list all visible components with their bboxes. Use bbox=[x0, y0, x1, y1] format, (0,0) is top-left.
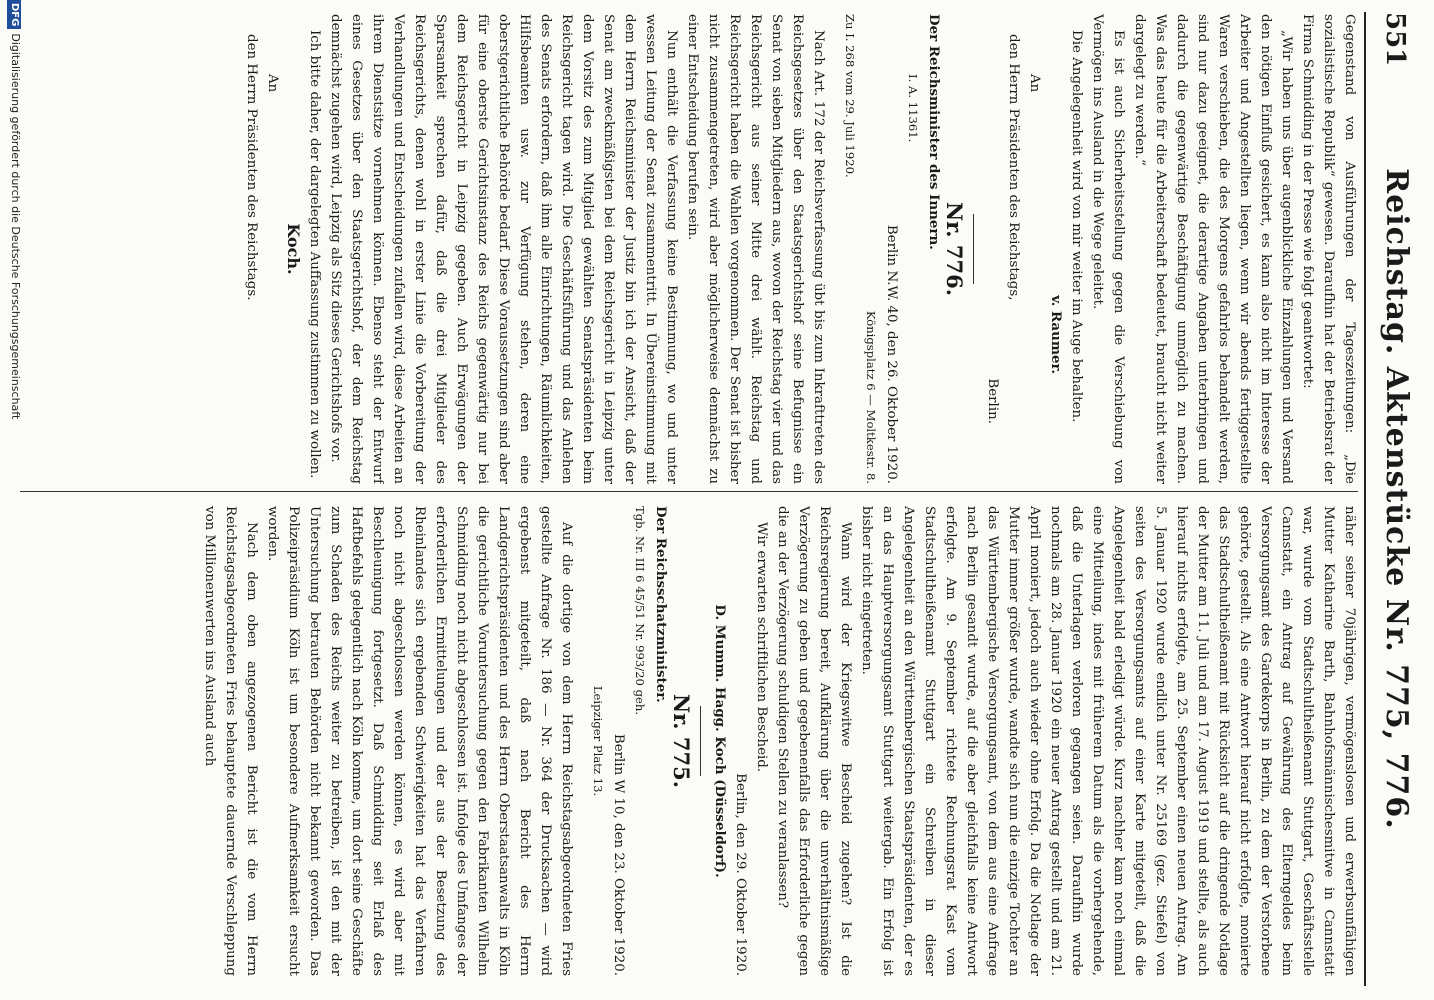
page-header bbox=[1364, 12, 1424, 986]
reference: I. A. 11361. bbox=[906, 74, 920, 143]
paragraph: Auf die dortige von dem Herrn Reichstagsabgeordneten Fries gestellte Anfrage Nr. 186 — Nr. 364 der Drucksachen — wird ergebenst mitgeteilt, daß nach Bericht des Herrn Landgerichtspräsidenten und des Herrn Oberstaatsanwalts in Köln die gerichtliche Voruntersuchung gegen den Fabrikanten Wilhelm Schmidding noch nicht abgeschlossen ist. Infolge des Umfanges der erforderlichen Ermittelungen und der aus der Besetzung des Rheinlandes sich ergebenden Schwierigkeiten hat das Verfahren noch nicht abgeschlossen werden können, es wird aber mit Beschleunigung fortgesetzt. Daß Schmidding seit Erlaß des Haftbefehls gelegentlich nach Köln komme, um dort seine Geschäfte zum Schaden des Reichs weiter zu betreiben, ist den mit der Untersuchung betrauten Behörden nicht bekannt geworden. Das Polizeipräsidium Köln ist um besondere Aufmerksamkeit ersucht worden. bbox=[265, 506, 574, 976]
credit-text: Digitalisierung gefördert durch die Deutsche Forschungsgemeinschaft bbox=[9, 33, 22, 420]
street-line: Leipziger Platz 13. bbox=[591, 685, 605, 797]
signature: Koch. bbox=[284, 223, 303, 275]
page-title: Reichstag. Aktenstücke Nr. 775, 776. bbox=[1379, 168, 1414, 830]
address-line: den Herrn Präsidenten des Reichstags. bbox=[244, 34, 259, 301]
digitization-credit bbox=[4, 0, 22, 1000]
signers: D. Mumm. Hagg. Koch (Düsseldorf). bbox=[712, 604, 728, 878]
paragraph: Ich bitte daher, der dargelegten Auffassung zustimmen zu wollen. bbox=[307, 30, 322, 479]
paragraph: Es ist auch Sicherheitsstellung gegen die Verschiebung von Vermögen ins Ausland in die Wege geleitet. bbox=[1090, 14, 1126, 484]
sender: Der Reichsminister des Innern. bbox=[926, 14, 942, 250]
street-line: Königsplatz 6 — Moltkestr. 8. bbox=[864, 310, 878, 484]
page-number: 551 bbox=[1380, 12, 1410, 67]
paragraph: Wann wird der Kriegswitwe Bescheid zugehen? Ist die Reichsregierung bereit, Aufklärung über die unverhältnismäßige Verzögerung zu geben und gegebenenfalls das Erforderliche gegen die an der Verzögerung schuldigen Stellen zu veranlassen? bbox=[775, 506, 853, 976]
column-left bbox=[30, 14, 1360, 484]
document-number: Nr. 776. bbox=[942, 201, 967, 297]
date-line: Berlin W 10, den 23. Oktober 1920. bbox=[611, 733, 626, 976]
date-line: Berlin, den 29. Oktober 1920. bbox=[733, 773, 748, 976]
date-line: Berlin N.W. 40, den 26. Oktober 1920. bbox=[884, 224, 899, 484]
paragraph: Die Angelegenheit wird von mir weiter im Auge behalten. bbox=[1069, 30, 1084, 423]
paragraph: Wir erwarten schriftlichen Bescheid. bbox=[754, 522, 769, 773]
paragraph: Nach Art. 172 der Reichsverfassung übt bis zum Inkrafttreten des Reichsgesetzes über den Staatsgerichtshof seine Befugnisse ein Senat von sieben Mitgliedern aus, wovon der Reichstag vier und das Reichsgericht aus seiner Mitte drei wählt. Reichstag und Reichsgericht haben die Wahlen vorgenommen. Der Senat ist bisher nicht zusammengetreten, wird aber möglicherweise demnächst zu einer Entscheidung berufen sein. bbox=[685, 14, 826, 484]
paragraph: „Wir haben uns über augenblickliche Einzahlungen und Versand den nötigen Einfluß gesichert, es kann also nicht im Interesse der Arbeiter und Angestellten liegen, wenn wir abends fertiggestellte Waren verschieben, die des Morgens gefahrlos behandelt werden, sind nur dazu geeignet, die derartige Angaben unterbringen und dadurch die gegenwärtige Beschäftigung unmöglich zu machen. Was das heute für die Arbeiterschaft bedeutet, braucht nicht weiter dargelegt zu werden.“ bbox=[1132, 14, 1294, 484]
address-to: An bbox=[1027, 74, 1042, 93]
column-right bbox=[30, 506, 1360, 976]
dfg-logo: DFG bbox=[7, 0, 21, 29]
address-city: Berlin. bbox=[985, 378, 1000, 424]
sender: Der Reichsschatzminister. bbox=[653, 506, 669, 703]
paragraph: Nun enthält die Verfassung keine Bestimmung, wo und unter wessen Leitung der Senat zusammentritt. In Übereinstimmung mit dem Herrn Reichsminister der Justiz bin ich der Ansicht, daß der Senat am zweckmäßigsten bei dem Reichsgericht in Leipzig unter dem Vorsitz des zum Mitglied gewählten Senatspräsidenten beim Reichsgericht tagen wird. Die Geschäftsführung und das Anlehen des Senats erfordern, daß ihm alle Einrichtungen, Räumlichkeiten, Hilfsbeamten usw. zur Verfügung stehen, deren eine oberstgerichtliche Behörde bedarf. Diese Voraussetzungen sind aber für eine oberste Gerichtsinstanz des Reichs gegenwärtig nur bei dem Reichsgericht in Leipzig gegeben. Auch Erwägungen der Sparsamkeit sprechen dafür, daß die drei Mitglieder des Reichsgerichts, denen wohl in erster Linie die Vorbereitung der Verhandlungen und Entscheidungen zufallen wird, diese Arbeiten an ihrem Dienstsitze vornehmen können. Ebenso steht der Entwurf eines Gesetzes über den Staatsgerichtshof, der dem Reichstag demnächst zugehen wird, Leipzig als Sitz dieses Gerichtshofs vor. bbox=[328, 14, 679, 484]
divider bbox=[700, 706, 701, 776]
divider bbox=[973, 214, 974, 284]
reference: Zu I. 268 vom 29. Juli 1920. bbox=[843, 14, 857, 178]
signature: v. Raumer. bbox=[1048, 295, 1064, 374]
paragraph: Gegenstand von Ausführungen der Tageszeitungen: „Die sozialistische Republik“ gewesen. Daraufhin hat der Betriebsrat der Firma Schmidding in der Presse wie folgt geantwortet: bbox=[1300, 14, 1357, 484]
reference: Tgb. Nr. III 6 45/51 Nr. 993/20 geh. bbox=[633, 506, 647, 716]
address-to: An bbox=[265, 74, 280, 93]
address-line: den Herrn Präsidenten des Reichstags, bbox=[1006, 34, 1021, 301]
column-divider bbox=[20, 491, 1358, 492]
document-number: Nr. 775. bbox=[669, 693, 694, 789]
paragraph: Nach dem oben angezogenen Bericht ist die vom Herrn Reichstagsabgeordneten Fries behauptete dauernde Verschleppung von Millionenwerten ins Ausland auch bbox=[202, 506, 259, 976]
paragraph: näher seiner 70jährigen, vermögenslosen und erwerbsunfähigen Mutter Katharine Barth, Bahnhofsmännischesmitwe in Cannstatt war, wurde vom Stadtschultheißenamt Stuttgart, Geschäftsstelle Cannstatt, ein Antrag auf Gewährung des Elterngeldes beim Versorgungsamt des Gardekorps in Berlin, zu dem der Verstorbene gehörte, gestellt. Als eine Antwort hierauf nicht erfolgte, monierte das Stadtschultheißenamt mit Rücksicht auf die dringende Notlage der Mutter am 11. Juli und am 17. August 1919 und stellte, als auch hierauf nichts erfolgte, am 25. September einen neuen Antrag. Am 5. Januar 1920 wurde endlich unter Nr. 25169 (gez. Stiefel) von seiten des Versorgungsamts auf einer Karte mitgeteilt, daß die Angelegenheit bald erledigt würde. Kurz nachher kam noch einmal eine Mitteilung, indes mit früherem Datum als die vorhergehende, daß die Unterlagen verloren gegangen seien. Daraufhin wurde nochmals am 28. Januar 1920 ein neuer Antrag gestellt und am 21. April moniert, jedoch auch wieder ohne Erfolg. Da die Notlage der Mutter immer größer wurde, wandte sich nun die einzige Tochter an das Württembergische Versorgungsamt, von dem aus eine Anfrage nach Berlin gesandt wurde, auf die aber gleichfalls keine Antwort erfolgte. Am 9. September richtete Rechnungsrat Kast vom Stadtschultheißenamt Stuttgart ein Schreiben in dieser Angelegenheit an den Württembergischen Staatspräsidenten, der es an das Hauptversorgungsamt Stuttgart weitergab. Ein Erfolg ist bisher nicht eingetreten. bbox=[859, 506, 1357, 976]
